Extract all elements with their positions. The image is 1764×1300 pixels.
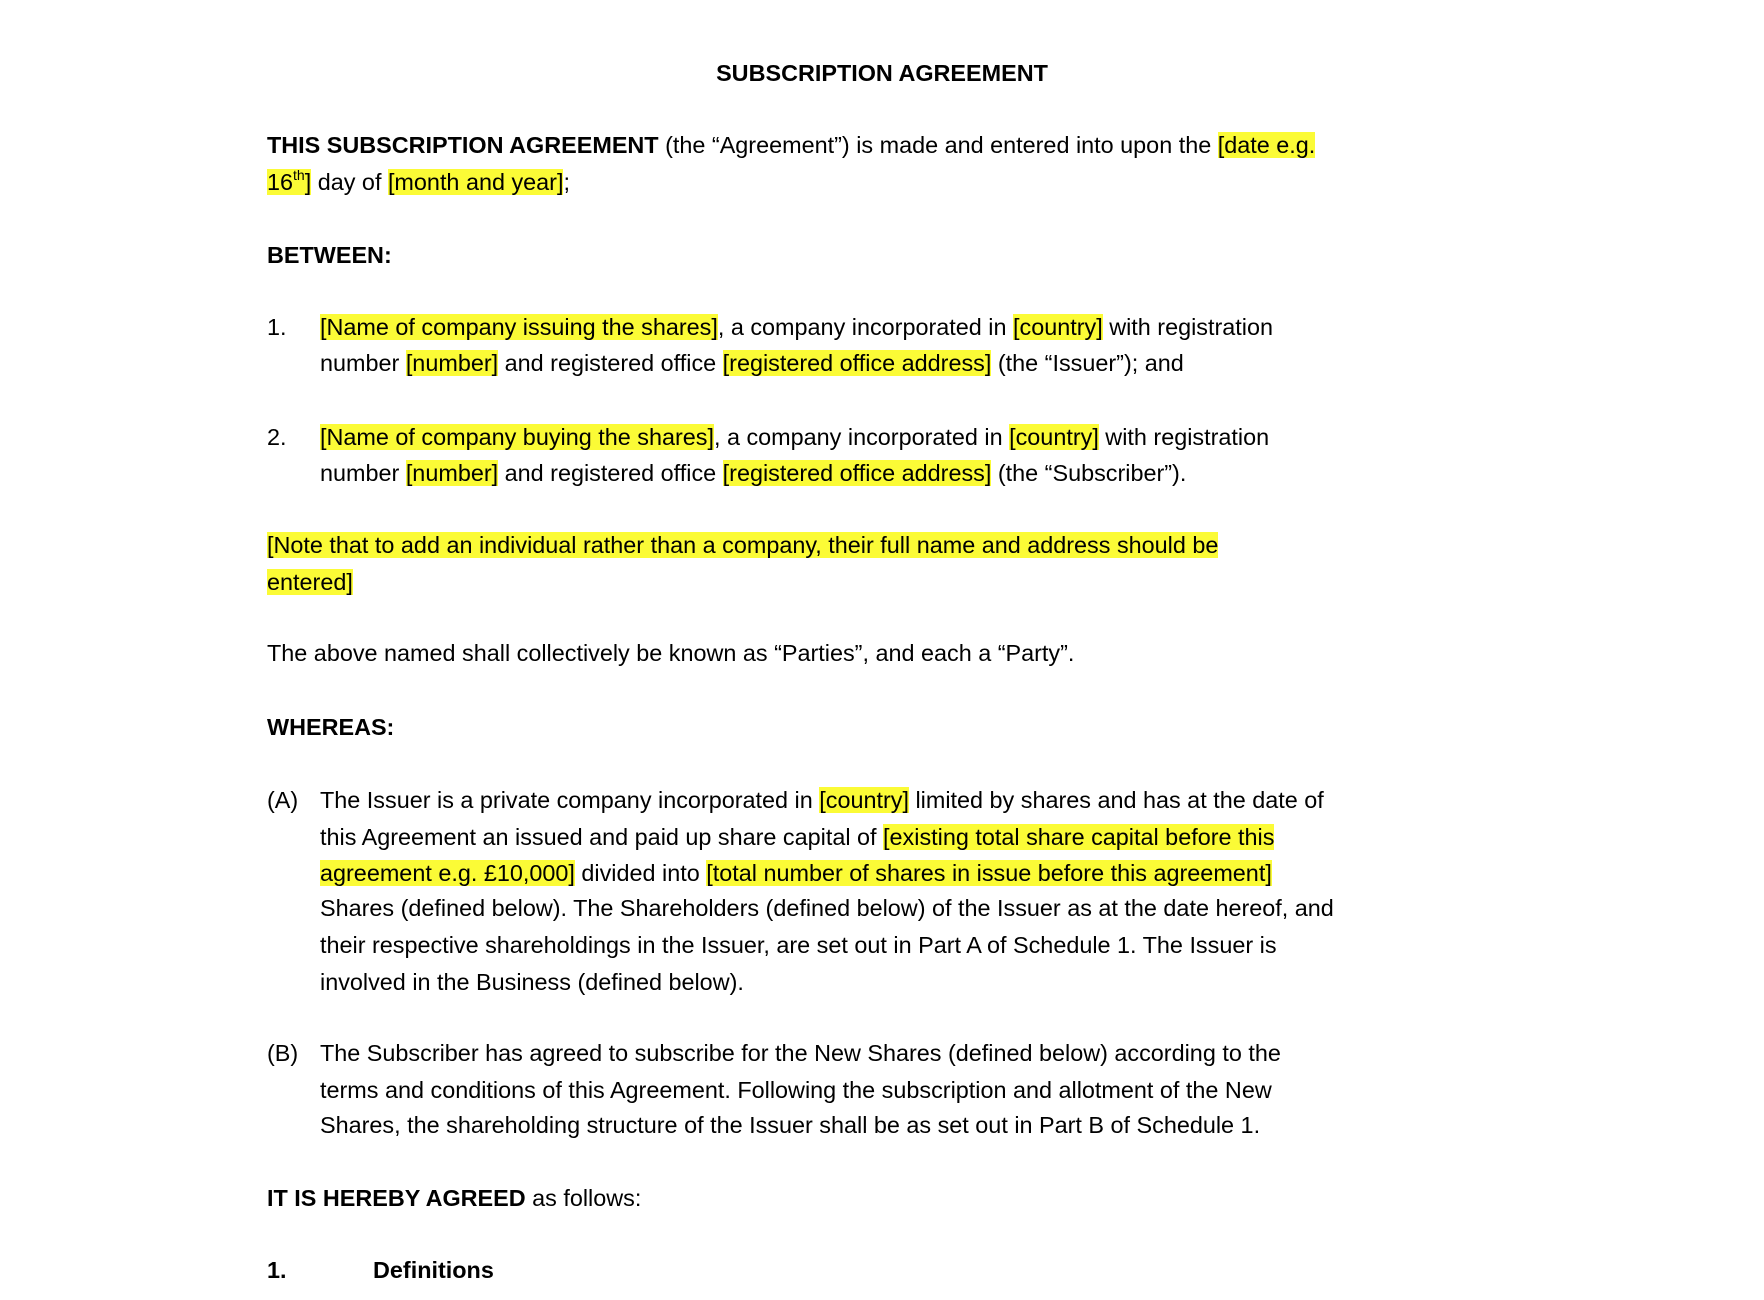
issuer-name-placeholder[interactable]: [Name of company issuing the shares] <box>320 314 718 340</box>
share-capital-placeholder-cont[interactable]: agreement e.g. £10,000] <box>320 860 575 886</box>
parties-definition: The above named shall collectively be known as “Parties”, and each a “Party”. <box>267 640 1075 666</box>
document-title: SUBSCRIPTION AGREEMENT <box>716 60 1048 86</box>
total-shares-placeholder[interactable]: [total number of shares in issue before this agreement] <box>706 860 1272 886</box>
subscriber-country-placeholder[interactable]: [country] <box>1009 424 1099 450</box>
recital-a-line-6: involved in the Business (defined below). <box>320 969 744 995</box>
recital-a-line-1: The Issuer is a private company incorporated in [country] limited by shares and has at the date of <box>320 787 1324 813</box>
whereas-heading: WHEREAS: <box>267 714 395 740</box>
share-capital-placeholder[interactable]: [existing total share capital before this <box>883 824 1275 850</box>
party-2-line-2: number [number] and registered office [registered office address] (the “Subscriber”). <box>320 460 1187 486</box>
individual-note-cont[interactable]: entered] <box>267 569 353 595</box>
intro-line-2 <box>267 164 570 200</box>
party-2-number: 2. <box>267 424 287 450</box>
individual-note[interactable]: [Note that to add an individual rather than a company, their full name and address should be <box>267 532 1219 558</box>
issuer-country-placeholder[interactable]: [country] <box>1013 314 1103 340</box>
issuer-number-placeholder[interactable]: [number] <box>405 350 499 376</box>
issuer-country-placeholder-recital[interactable]: [country] <box>819 787 909 813</box>
recital-a-label: (A) <box>267 787 299 813</box>
recital-b-line-1: The Subscriber has agreed to subscribe for the New Shares (defined below) according to the <box>320 1040 1281 1066</box>
party-1-number: 1. <box>267 314 287 340</box>
recital-a-line-5: their respective shareholdings in the Issuer, are set out in Part A of Schedule 1. The Issuer is <box>320 932 1277 958</box>
recital-b-label: (B) <box>267 1040 299 1066</box>
recital-a-line-2: this Agreement an issued and paid up share capital of [existing total share capital before this <box>320 824 1275 850</box>
note-line-2 <box>267 564 353 600</box>
intro-line-1 <box>267 127 1315 163</box>
recital-b-line-2: terms and conditions of this Agreement. Following the subscription and allotment of the New <box>320 1077 1272 1103</box>
recital-b-line-3: Shares, the shareholding structure of the Issuer shall be as set out in Part B of Schedule 1. <box>320 1112 1261 1138</box>
intro-text-2: day of <box>311 169 388 195</box>
party-2-line-1: [Name of company buying the shares], a company incorporated in [country] with registration <box>320 424 1270 450</box>
recital-a-line-4: Shares (defined below). The Shareholders (defined below) of the Issuer as at the date hereof, and <box>320 895 1334 921</box>
recital-a-line-3: agreement e.g. £10,000] divided into [total number of shares in issue before this agreement] <box>320 860 1272 886</box>
intro-lead: THIS SUBSCRIPTION AGREEMENT <box>267 132 659 158</box>
subscriber-name-placeholder[interactable]: [Name of company buying the shares] <box>320 424 714 450</box>
section-1-heading: Definitions <box>373 1257 494 1283</box>
date-placeholder-cont[interactable]: 16th] <box>267 167 312 195</box>
section-1-number: 1. <box>267 1257 287 1283</box>
intro-semicolon: ; <box>563 169 570 195</box>
agreed-statement: IT IS HEREBY AGREED as follows: <box>267 1185 642 1211</box>
subscriber-number-placeholder[interactable]: [number] <box>405 460 499 486</box>
note-line-1 <box>267 527 1218 563</box>
party-1-line-1: [Name of company issuing the shares], a company incorporated in [country] with registration <box>320 314 1274 340</box>
date-placeholder[interactable]: [date e.g. <box>1217 132 1316 158</box>
issuer-address-placeholder[interactable]: [registered office address] <box>722 350 992 376</box>
between-heading: BETWEEN: <box>267 242 392 268</box>
month-year-placeholder[interactable]: [month and year] <box>387 169 564 195</box>
subscriber-address-placeholder[interactable]: [registered office address] <box>722 460 992 486</box>
intro-text: (the “Agreement”) is made and entered into upon the <box>658 132 1218 158</box>
party-1-line-2: number [number] and registered office [registered office address] (the “Issuer”); and <box>320 350 1184 376</box>
